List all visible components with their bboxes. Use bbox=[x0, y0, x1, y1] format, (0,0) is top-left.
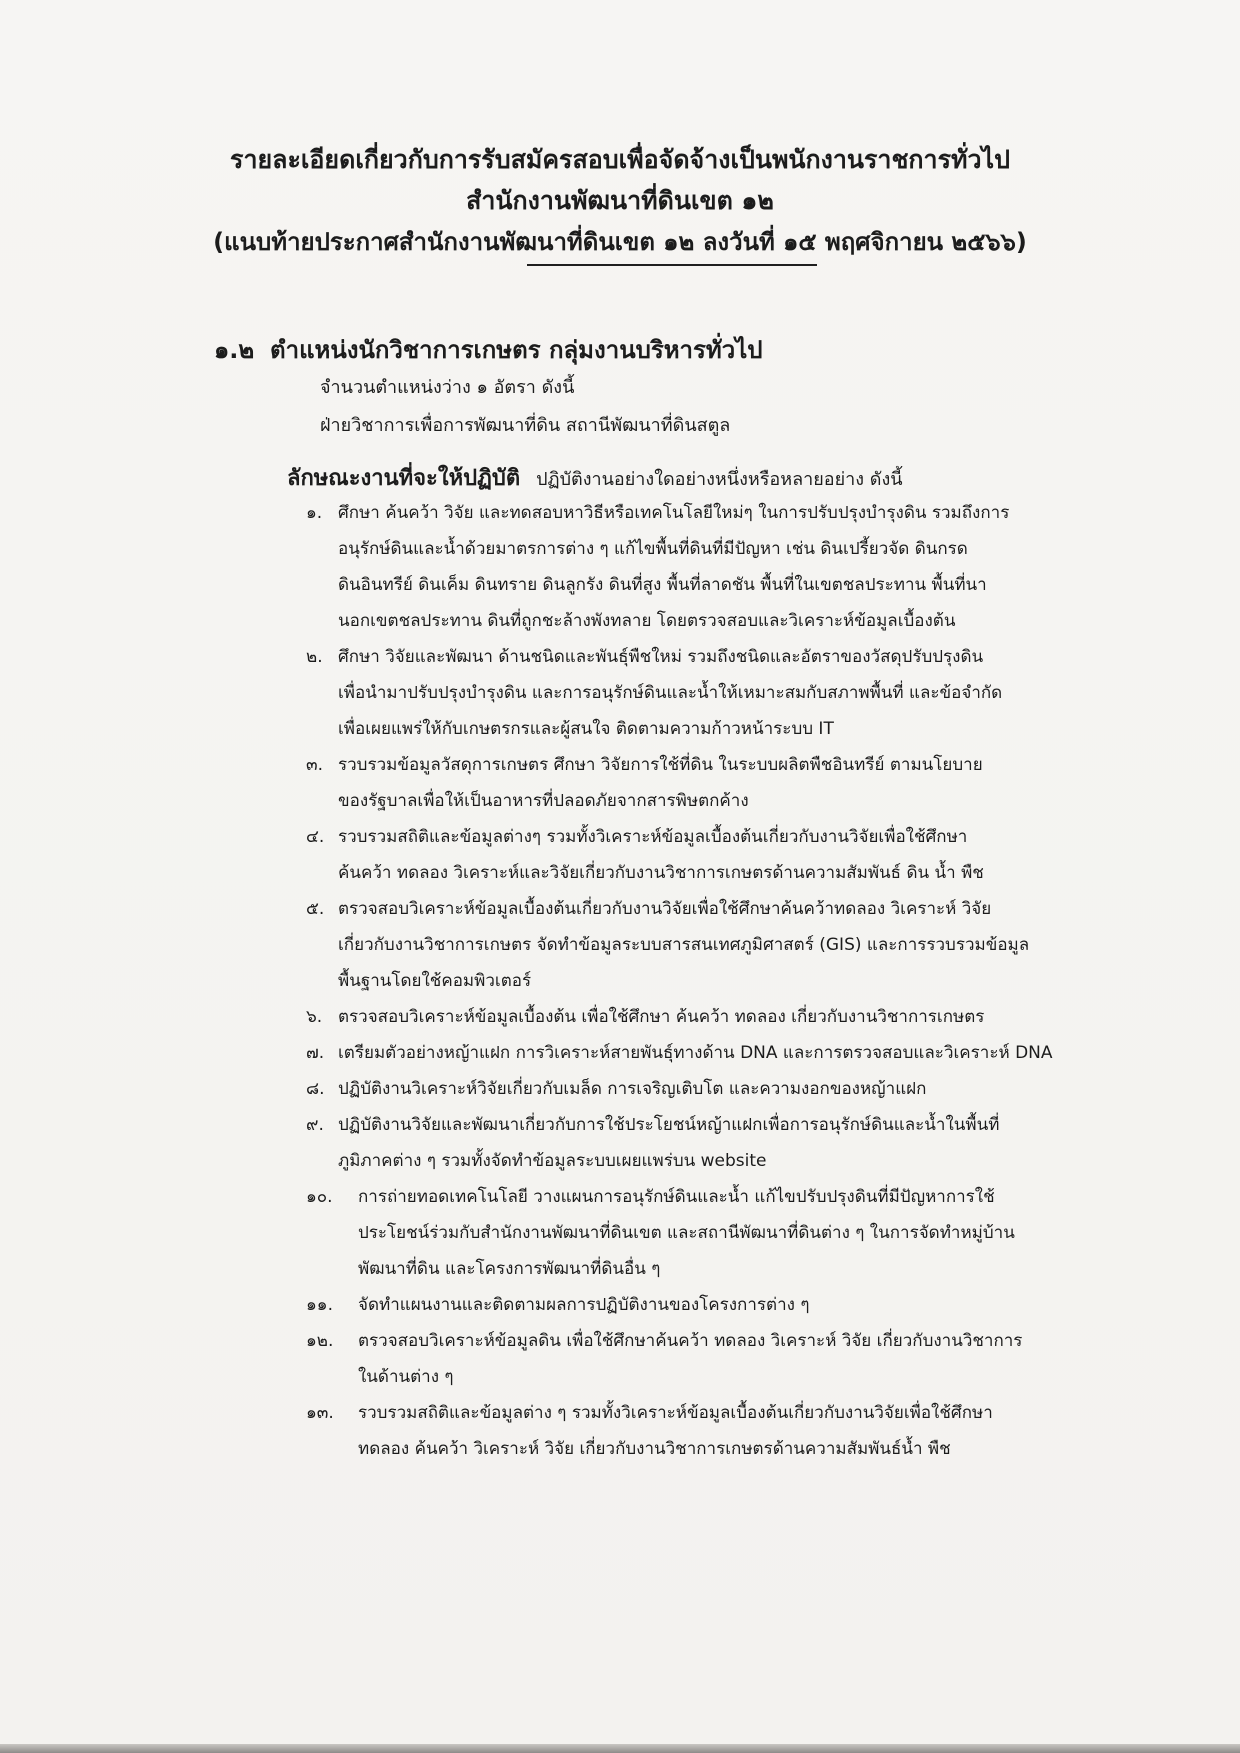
duty-item-line: ภูมิภาคต่าง ๆ รวมทั้งจัดทำข้อมูลระบบเผยแพร่บน website bbox=[338, 1151, 767, 1171]
duties-label: ลักษณะงานที่จะให้ปฏิบัติ bbox=[287, 466, 521, 491]
title-line-3: (แนบท้ายประกาศสำนักงานพัฒนาที่ดินเขต ๑๒ ลงวันที่ ๑๕ พฤศจิกายน ๒๕๖๖) bbox=[213, 228, 1027, 256]
duty-item bbox=[306, 1071, 1136, 1107]
duty-item-number: ๙. bbox=[306, 1115, 324, 1135]
duty-item-line: รวบรวมข้อมูลวัสดุการเกษตร ศึกษา วิจัยการใช้ที่ดิน ในระบบผลิตพืชอินทรีย์ ตามนโยบาย bbox=[338, 755, 983, 775]
duties-intro: ปฏิบัติงานอย่างใดอย่างหนึ่งหรือหลายอย่าง ดังนี้ bbox=[536, 469, 903, 490]
duty-item bbox=[306, 1287, 1136, 1323]
duty-item bbox=[306, 891, 1136, 999]
scan-edge bbox=[0, 1744, 1240, 1753]
duty-item bbox=[306, 1323, 1136, 1395]
section-heading bbox=[214, 330, 763, 369]
duties-heading bbox=[287, 460, 903, 495]
duty-item-line: การถ่ายทอดเทคโนโลยี วางแผนการอนุรักษ์ดินและน้ำ แก้ไขปรับปรุงดินที่มีปัญหาการใช้ bbox=[358, 1187, 995, 1207]
section-title: ตำแหน่งนักวิชาการเกษตร กลุ่มงานบริหารทั่วไป bbox=[270, 336, 763, 364]
duty-item-number: ๕. bbox=[306, 899, 325, 919]
duty-item-text bbox=[338, 999, 1136, 1035]
duty-item bbox=[306, 999, 1136, 1035]
document-subtitle bbox=[0, 181, 1240, 221]
duty-item-text bbox=[338, 495, 1136, 639]
duty-item-number: ๒. bbox=[306, 647, 323, 667]
duty-item-line: เพื่อเผยแพร่ให้กับเกษตรกรและผู้สนใจ ติดตามความก้าวหน้าระบบ IT bbox=[338, 719, 834, 739]
duty-item-line: ตรวจสอบวิเคราะห์ข้อมูลเบื้องต้นเกี่ยวกับงานวิจัยเพื่อใช้ศึกษาค้นคว้าทดลอง วิเคราะห์ วิจัย bbox=[338, 899, 992, 919]
duty-item-number: ๑๑. bbox=[306, 1295, 333, 1315]
duty-item-text bbox=[358, 1323, 1136, 1395]
duty-item-text bbox=[338, 1071, 1136, 1107]
duty-item-text bbox=[358, 1287, 1136, 1323]
title-line-2: สำนักงานพัฒนาที่ดินเขต ๑๒ bbox=[466, 186, 774, 215]
duty-item-line: เกี่ยวกับงานวิชาการเกษตร จัดทำข้อมูลระบบสารสนเทศภูมิศาสตร์ (GIS) และการรวบรวมข้อมูล bbox=[338, 935, 1030, 955]
duty-item-line: ศึกษา วิจัยและพัฒนา ด้านชนิดและพันธุ์พืชใหม่ รวมถึงชนิดและอัตราของวัสดุปรับปรุงดิน bbox=[338, 647, 984, 667]
section-number: ๑.๒ bbox=[214, 336, 255, 364]
duties-list bbox=[306, 495, 1136, 1467]
duty-item-text bbox=[358, 1179, 1136, 1287]
vacancy-text: จำนวนตำแหน่งว่าง ๑ อัตรา ดังนี้ bbox=[320, 377, 575, 398]
duty-item-line: รวบรวมสถิติและข้อมูลต่าง ๆ รวมทั้งวิเคราะห์ข้อมูลเบื้องต้นเกี่ยวกับงานวิจัยเพื่อใช้ศึกษา bbox=[358, 1403, 993, 1423]
duty-item-number: ๑. bbox=[306, 503, 323, 523]
document-title bbox=[0, 140, 1240, 180]
duty-item-number: ๑๒. bbox=[306, 1331, 334, 1351]
duty-item-line: อนุรักษ์ดินและน้ำด้วยมาตรการต่าง ๆ แก้ไขพื้นที่ดินที่มีปัญหา เช่น ดินเปรี้ยวจัด ดินกรด bbox=[338, 539, 968, 559]
duty-item bbox=[306, 1179, 1136, 1287]
duty-item-line: ทดลอง ค้นคว้า วิเคราะห์ วิจัย เกี่ยวกับงานวิชาการเกษตรด้านความสัมพันธ์น้ำ พืช bbox=[358, 1439, 951, 1459]
duty-item-line: ค้นคว้า ทดลอง วิเคราะห์และวิจัยเกี่ยวกับงานวิชาการเกษตรด้านความสัมพันธ์ ดิน น้ำ พืช bbox=[338, 863, 984, 883]
duty-item-text bbox=[338, 891, 1136, 999]
duty-item-line: รวบรวมสถิติและข้อมูลต่างๆ รวมทั้งวิเคราะห์ข้อมูลเบื้องต้นเกี่ยวกับงานวิจัยเพื่อใช้ศึกษา bbox=[338, 827, 968, 847]
duty-item-line: ปฏิบัติงานวิจัยและพัฒนาเกี่ยวกับการใช้ประโยชน์หญ้าแฝกเพื่อการอนุรักษ์ดินและน้ำในพื้นที่ bbox=[338, 1115, 1000, 1135]
duty-item-number: ๖. bbox=[306, 1007, 323, 1027]
duty-item-line: จัดทำแผนงานและติดตามผลการปฏิบัติงานของโครงการต่าง ๆ bbox=[358, 1295, 810, 1315]
duty-item bbox=[306, 1395, 1136, 1467]
duty-item-line: ตรวจสอบวิเคราะห์ข้อมูลดิน เพื่อใช้ศึกษาค้นคว้า ทดลอง วิเคราะห์ วิจัย เกี่ยวกับงานวิชาการ bbox=[358, 1331, 1023, 1351]
duty-item-text bbox=[338, 1107, 1136, 1179]
duty-item-text bbox=[338, 819, 1136, 891]
title-line-1: รายละเอียดเกี่ยวกับการรับสมัครสอบเพื่อจัดจ้างเป็นพนักงานราชการทั่วไป bbox=[230, 145, 1010, 174]
document-reference bbox=[0, 222, 1240, 261]
duty-item bbox=[306, 747, 1136, 819]
duty-item-text bbox=[338, 747, 1136, 819]
duty-item-number: ๘. bbox=[306, 1079, 325, 1099]
duty-item-number: ๗. bbox=[306, 1043, 325, 1063]
duty-item-line: ประโยชน์ร่วมกับสำนักงานพัฒนาที่ดินเขต และสถานีพัฒนาที่ดินต่าง ๆ ในการจัดทำหมู่บ้าน bbox=[358, 1223, 1015, 1243]
duty-item-line: ปฏิบัติงานวิเคราะห์วิจัยเกี่ยวกับเมล็ด การเจริญเติบโต และความงอกของหญ้าแฝก bbox=[338, 1079, 927, 1099]
duty-item-line: ศึกษา ค้นคว้า วิจัย และทดสอบหาวิธีหรือเทคโนโลยีใหม่ๆ ในการปรับปรุงบำรุงดิน รวมถึงการ bbox=[338, 503, 1010, 523]
duty-item-line: นอกเขตชลประทาน ดินที่ถูกชะล้างพังทลาย โดยตรวจสอบและวิเคราะห์ข้อมูลเบื้องต้น bbox=[338, 611, 956, 631]
duty-item-number: ๓. bbox=[306, 755, 324, 775]
duty-item-text bbox=[338, 1035, 1136, 1071]
duty-item-line: ตรวจสอบวิเคราะห์ข้อมูลเบื้องต้น เพื่อใช้ศึกษา ค้นคว้า ทดลอง เกี่ยวกับงานวิชาการเกษตร bbox=[338, 1007, 985, 1027]
duty-item bbox=[306, 1035, 1136, 1071]
duty-item-text bbox=[358, 1395, 1136, 1467]
header-divider bbox=[527, 264, 817, 266]
duty-item-number: ๑๐. bbox=[306, 1187, 333, 1207]
duty-item-line: ของรัฐบาลเพื่อให้เป็นอาหารที่ปลอดภัยจากสารพิษตกค้าง bbox=[338, 791, 749, 811]
duty-item-text bbox=[338, 639, 1136, 747]
duty-item-line: ดินอินทรีย์ ดินเค็ม ดินทราย ดินลูกรัง ดินที่สูง พื้นที่ลาดชัน พื้นที่ในเขตชลประทาน พื้นที่นา bbox=[338, 575, 987, 595]
duty-item-number: ๔. bbox=[306, 827, 325, 847]
duty-item-line: พื้นฐานโดยใช้คอมพิวเตอร์ bbox=[338, 971, 532, 991]
duty-item bbox=[306, 495, 1136, 639]
duty-item bbox=[306, 639, 1136, 747]
duty-item-line: ในด้านต่าง ๆ bbox=[358, 1367, 454, 1387]
duty-item-number: ๑๓. bbox=[306, 1403, 334, 1423]
duty-item-line: เตรียมตัวอย่างหญ้าแฝก การวิเคราะห์สายพันธุ์ทางด้าน DNA และการตรวจสอบและวิเคราะห์ DNA bbox=[338, 1043, 1053, 1063]
unit-text: ฝ่ายวิชาการเพื่อการพัฒนาที่ดิน สถานีพัฒนาที่ดินสตูล bbox=[320, 415, 731, 436]
duty-item bbox=[306, 819, 1136, 891]
duty-item-line: เพื่อนำมาปรับปรุงบำรุงดิน และการอนุรักษ์ดินและน้ำให้เหมาะสมกับสภาพพื้นที่ และข้อจำกัด bbox=[338, 683, 1003, 703]
duty-item-line: พัฒนาที่ดิน และโครงการพัฒนาที่ดินอื่น ๆ bbox=[358, 1259, 661, 1279]
duty-item bbox=[306, 1107, 1136, 1179]
